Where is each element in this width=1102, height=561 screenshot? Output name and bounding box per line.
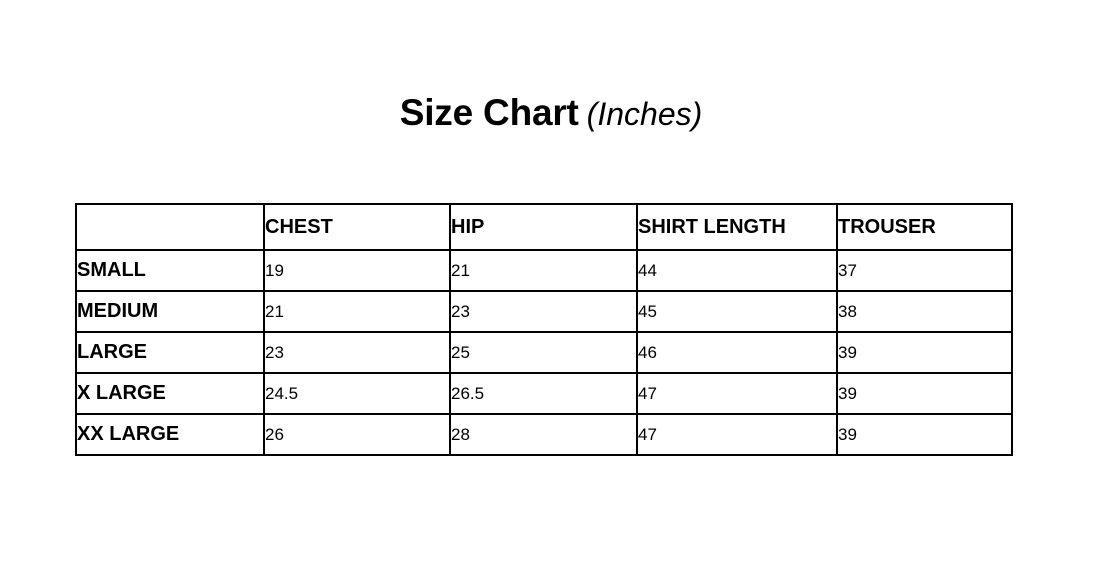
table-row — [76, 291, 1012, 332]
cell-xx-large-trouser: 39 — [837, 414, 1012, 455]
cell-small-trouser: 37 — [837, 250, 1012, 291]
cell-medium-trouser: 38 — [837, 291, 1012, 332]
column-header-shirt-length: SHIRT LENGTH — [637, 204, 837, 250]
row-label-small: SMALL — [76, 250, 264, 291]
table-header-row — [76, 204, 1012, 250]
cell-x-large-hip: 26.5 — [450, 373, 637, 414]
cell-x-large-chest: 24.5 — [264, 373, 450, 414]
table-row — [76, 250, 1012, 291]
title-unit-text: (Inches) — [586, 96, 703, 132]
cell-small-shirt-length: 44 — [637, 250, 837, 291]
row-label-x-large: X LARGE — [76, 373, 264, 414]
column-header-hip: HIP — [450, 204, 637, 250]
cell-large-chest: 23 — [264, 332, 450, 373]
column-header-trouser: TROUSER — [837, 204, 1012, 250]
table-row — [76, 414, 1012, 455]
cell-large-shirt-length: 46 — [637, 332, 837, 373]
cell-medium-hip: 23 — [450, 291, 637, 332]
size-chart-table — [75, 203, 1013, 456]
row-label-xx-large: XX LARGE — [76, 414, 264, 455]
title-main-text: Size Chart — [399, 92, 579, 133]
cell-medium-chest: 21 — [264, 291, 450, 332]
cell-x-large-trouser: 39 — [837, 373, 1012, 414]
table-row — [76, 332, 1012, 373]
table-row — [76, 373, 1012, 414]
row-label-large: LARGE — [76, 332, 264, 373]
cell-large-hip: 25 — [450, 332, 637, 373]
cell-xx-large-chest: 26 — [264, 414, 450, 455]
column-header-chest: CHEST — [264, 204, 450, 250]
cell-large-trouser: 39 — [837, 332, 1012, 373]
cell-x-large-shirt-length: 47 — [637, 373, 837, 414]
row-label-medium: MEDIUM — [76, 291, 264, 332]
cell-xx-large-hip: 28 — [450, 414, 637, 455]
column-header-blank — [76, 204, 264, 250]
cell-small-hip: 21 — [450, 250, 637, 291]
cell-small-chest: 19 — [264, 250, 450, 291]
page-title — [0, 92, 1102, 134]
cell-medium-shirt-length: 45 — [637, 291, 837, 332]
cell-xx-large-shirt-length: 47 — [637, 414, 837, 455]
